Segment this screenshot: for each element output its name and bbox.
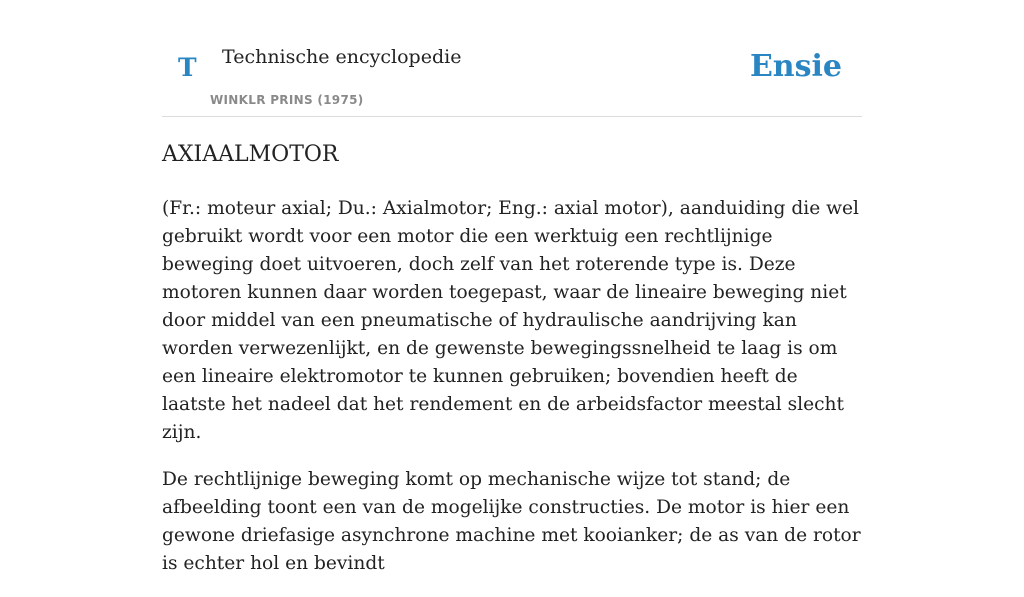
header (162, 0, 862, 117)
encyclopedia-logo-icon[interactable]: T (178, 53, 197, 82)
article-title: AXIAALMOTOR (162, 142, 339, 167)
article-paragraph: De rechtlijnige beweging komt op mechanische wijze tot stand; de afbeelding toont een van de mogelijke constructies. De motor is hier een gewone driefasige asynchrone machine met kooianker; de as van de rotor is echter hol en bevindt (162, 469, 861, 574)
article-paragraph: (Fr.: moteur axial; Du.: Axialmotor; Eng.: axial motor), aanduiding die wel gebruikt wordt voor een motor die een werktuig een rechtlijnige beweging doet uitvoeren, doch zelf van het roterende type is. Deze motoren kunnen daar worden toegepast, waar de lineaire beweging niet door middel van een pneumatische of hydraulische aandrijving kan worden verwezenlijkt, en de gewenste bewegingssnelheid te laag is om een lineaire elektromotor te kunnen gebruiken; bovendien heeft de laatste het nadeel dat het rendement en de arbeidsfactor meestal slecht zijn. (162, 198, 859, 443)
article (162, 140, 862, 597)
encyclopedia-title-link[interactable]: Technische encyclopedie (222, 46, 462, 68)
ensie-brand-logo[interactable]: Ensie (749, 49, 842, 84)
encyclopedia-subtitle: WINKLR PRINS (1975) (210, 93, 364, 107)
